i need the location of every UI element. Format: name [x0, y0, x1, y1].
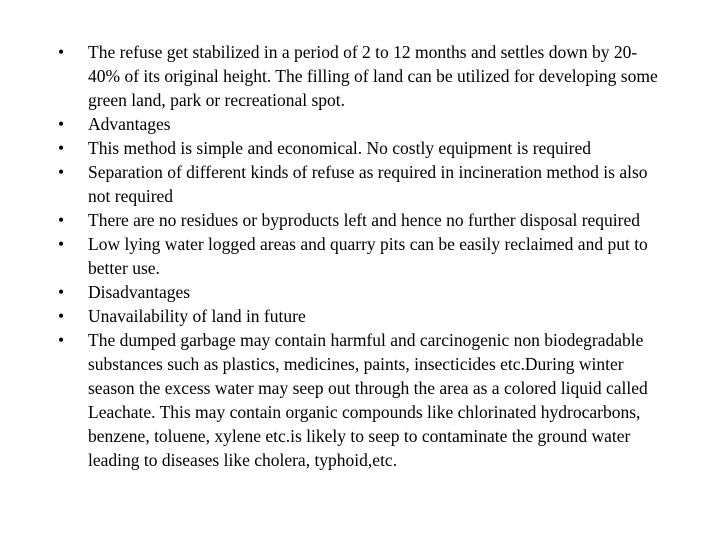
bullet-item — [58, 328, 668, 472]
bullet-dot-icon: • — [58, 330, 65, 350]
bullet-dot-icon: • — [58, 162, 65, 182]
bullet-item — [58, 304, 668, 328]
bullet-text: Disadvantages — [88, 282, 191, 302]
bullet-dot-icon: • — [58, 234, 65, 254]
bullet-text: The dumped garbage may contain harmful and carcinogenic non biodegradable substances such as plastics, medicines, paints, insecticides etc.During winter season the excess water may seep out through the area as a colored liquid called Leachate. This may contain organic compounds like chlorinated hydrocarbons, benzene, toluene, xylene etc.is likely to seep to contaminate the ground water leading to diseases like cholera, typhoid,etc. — [88, 330, 648, 470]
bullet-item — [58, 208, 668, 232]
bullet-dot-icon: • — [58, 306, 65, 326]
bullet-dot-icon: • — [58, 114, 65, 134]
bullet-text: This method is simple and economical. No costly equipment is required — [88, 138, 592, 158]
bullet-list — [58, 40, 668, 472]
bullet-item — [58, 280, 668, 304]
bullet-item — [58, 136, 668, 160]
bullet-dot-icon: • — [58, 138, 65, 158]
bullet-text: There are no residues or byproducts left and hence no further disposal required — [88, 210, 641, 230]
bullet-item — [58, 112, 668, 136]
bullet-dot-icon: • — [58, 282, 65, 302]
bullet-text: The refuse get stabilized in a period of 2 to 12 months and settles down by 20-40% of its original height. The filling of land can be utilized for developing some green land, park or recreational spot. — [88, 42, 658, 110]
bullet-dot-icon: • — [58, 210, 65, 230]
bullet-dot-icon: • — [58, 42, 65, 62]
bullet-text: Advantages — [88, 114, 171, 134]
bullet-text: Separation of different kinds of refuse as required in incineration method is also not required — [88, 162, 648, 206]
bullet-item — [58, 232, 668, 280]
bullet-text: Low lying water logged areas and quarry pits can be easily reclaimed and put to better use. — [88, 234, 648, 278]
bullet-text: Unavailability of land in future — [88, 306, 306, 326]
bullet-item — [58, 40, 668, 112]
bullet-item — [58, 160, 668, 208]
